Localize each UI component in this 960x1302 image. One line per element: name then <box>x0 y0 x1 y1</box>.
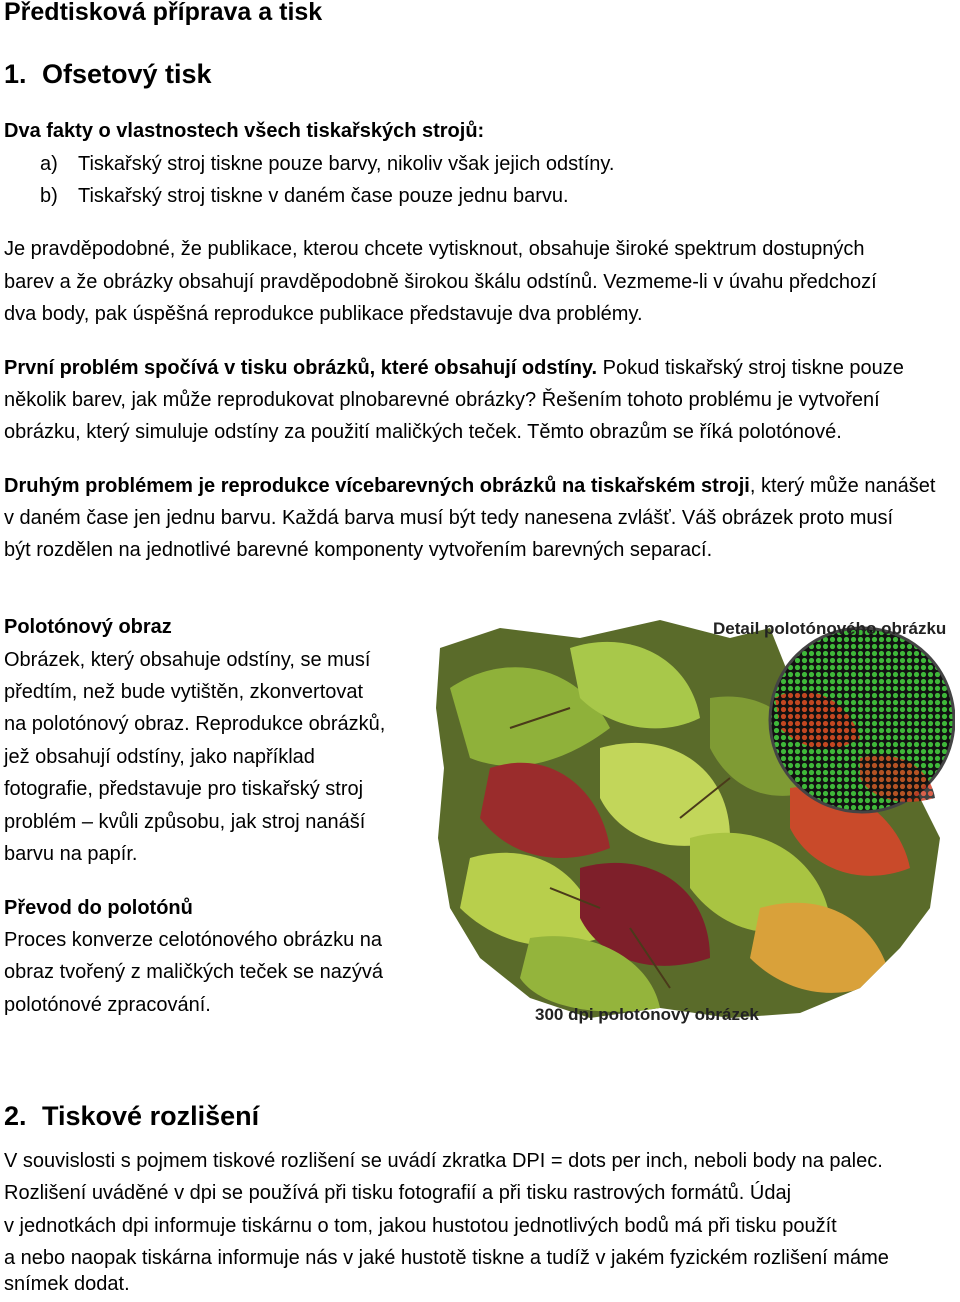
fact-item-a <box>40 148 614 180</box>
paragraph-2-line: obrázku, který simuluje odstíny za použití maličkých teček. Těmto obrazům se říká polotónové. <box>4 421 842 443</box>
halftone-line: Obrázek, který obsahuje odstíny, se musí <box>4 649 371 671</box>
paragraph-3-line: v daném čase jen jednu barvu. Každá barva musí být tedy nanesena zvlášť. Váš obrázek proto musí <box>4 507 894 529</box>
halftone-line: problém – kvůli způsobu, jak stroj nanáší <box>4 811 366 833</box>
fact-label: b) <box>40 185 58 207</box>
paragraph-2-line: několik barev, jak může reprodukovat plnobarevné obrázky? Řešením tohoto problému je vytvoření <box>4 389 880 411</box>
section-2-line: V souvislosti s pojmem tiskové rozlišení se uvádí zkratka DPI = dots per inch, neboli body na palec. <box>4 1150 883 1172</box>
halftone-figure <box>430 608 955 1026</box>
section-2-heading <box>4 1097 259 1135</box>
paragraph-3-line <box>4 470 936 502</box>
conversion-line: obraz tvořený z maličkých teček se nazývá <box>4 961 384 983</box>
paragraph-2-line <box>4 352 904 384</box>
document-title: Předtisková příprava a tisk <box>4 0 323 26</box>
conversion-heading: Převod do polotónů <box>4 897 193 919</box>
paragraph-3-bold: Druhým problémem je reprodukce vícebarevných obrázků na tiskařském stroji <box>4 475 750 497</box>
section-1-heading <box>4 55 212 93</box>
section-2-number: 2. <box>4 1101 27 1131</box>
halftone-detail-circle <box>770 628 954 812</box>
section-2-line: a nebo naopak tiskárna informuje nás v jaké hustotě tiskne a tudíž v jakém fyzickém rozlišení máme <box>4 1247 889 1269</box>
paragraph-1-line: dva body, pak úspěšná reprodukce publikace představuje dva problémy. <box>4 303 643 325</box>
section-2-line: Rozlišení uváděné v dpi se používá při tisku fotografií a při tisku rastrových formátů. Údaj <box>4 1182 792 1204</box>
paragraph-2-rest: Pokud tiskařský stroj tiskne pouze <box>597 357 904 379</box>
paragraph-1-line: Je pravděpodobné, že publikace, kterou chcete vytisknout, obsahuje široké spektrum dostupných <box>4 238 865 260</box>
halftone-line: na polotónový obraz. Reprodukce obrázků, <box>4 713 386 735</box>
detail-label: Detail polotónového obrázku <box>713 619 947 638</box>
halftone-line: fotografie, představuje pro tiskařský stroj <box>4 778 364 800</box>
facts-heading: Dva fakty o vlastnostech všech tiskařských strojů: <box>4 120 485 142</box>
paragraph-2-bold: První problém spočívá v tisku obrázků, které obsahují odstíny. <box>4 357 598 379</box>
section-2-title: Tiskové rozlišení <box>42 1101 260 1131</box>
fact-text: Tiskařský stroj tiskne pouze barvy, nikoliv však jejich odstíny. <box>78 153 615 175</box>
conversion-line: Proces konverze celotónového obrázku na <box>4 929 383 951</box>
section-1-title: Ofsetový tisk <box>42 59 212 89</box>
conversion-line: polotónové zpracování. <box>4 994 211 1016</box>
fact-item-b <box>40 180 569 212</box>
section-2-line: v jednotkách dpi informuje tiskárnu o tom, jakou hustotou jednotlivých bodů má při tisku použít <box>4 1215 837 1237</box>
figure-caption: 300 dpi polotónový obrázek <box>535 1005 759 1024</box>
fact-label: a) <box>40 153 58 175</box>
section-2-line: snímek dodat. <box>4 1273 130 1295</box>
halftone-heading: Polotónový obraz <box>4 616 172 638</box>
paragraph-3-line: být rozdělen na jednotlivé barevné komponenty vytvořením barevných separací. <box>4 539 713 561</box>
paragraph-1-line: barev a že obrázky obsahují pravděpodobně širokou škálu odstínů. Vezmeme-li v úvahu předchozí <box>4 271 877 293</box>
halftone-line: předtím, než bude vytištěn, zkonvertovat <box>4 681 364 703</box>
paragraph-3-rest: , který může nanášet <box>749 475 936 497</box>
leaves-illustration <box>430 608 955 1026</box>
section-1-number: 1. <box>4 59 27 89</box>
halftone-line: jež obsahují odstíny, jako například <box>4 746 315 768</box>
fact-text: Tiskařský stroj tiskne v daném čase pouze jednu barvu. <box>78 185 569 207</box>
halftone-line: barvu na papír. <box>4 843 138 865</box>
